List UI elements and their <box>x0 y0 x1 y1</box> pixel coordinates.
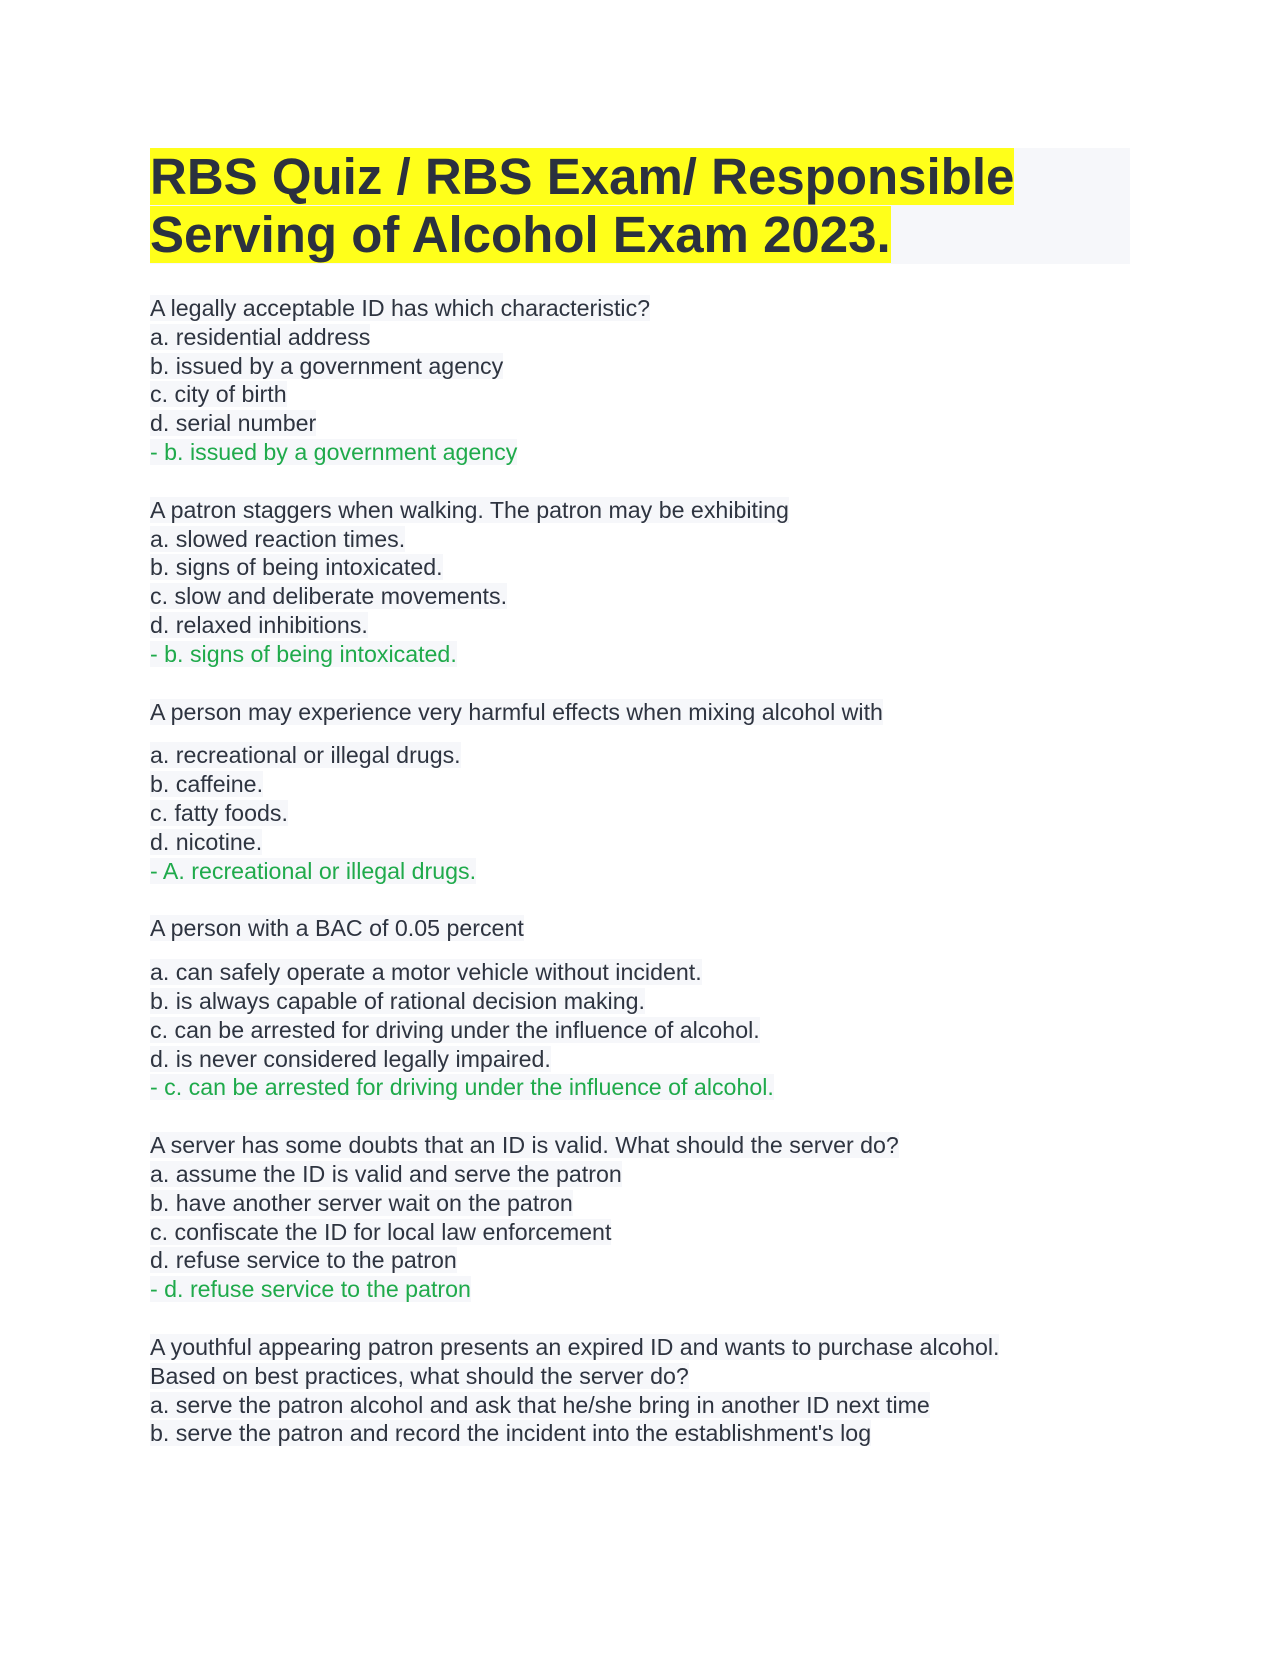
question-text: A patron staggers when walking. The patron may be exhibiting <box>150 496 789 523</box>
question-block-3 <box>150 698 1130 886</box>
option-d: d. is never considered legally impaired. <box>150 1045 551 1072</box>
correct-answer: - b. issued by a government agency <box>150 438 518 465</box>
document-title-text: RBS Quiz / RBS Exam/ Responsible Serving of Alcohol Exam 2023. <box>150 148 1015 263</box>
option-c: c. confiscate the ID for local law enforcement <box>150 1218 612 1245</box>
question-block-5 <box>150 1131 1130 1304</box>
option-a: a. recreational or illegal drugs. <box>150 742 461 769</box>
question-text-line-2: Based on best practices, what should the server do? <box>150 1362 689 1389</box>
question-text-line-1: A youthful appearing patron presents an expired ID and wants to purchase alcohol. <box>150 1333 1000 1360</box>
question-block-2 <box>150 496 1130 669</box>
title-box <box>150 148 1130 264</box>
option-d: d. refuse service to the patron <box>150 1247 457 1274</box>
question-text: A legally acceptable ID has which characteristic? <box>150 295 651 321</box>
document-page <box>150 148 1130 1477</box>
question-text: A server has some doubts that an ID is valid. What should the server do? <box>150 1132 899 1159</box>
option-b: b. caffeine. <box>150 771 264 798</box>
correct-answer: - b. signs of being intoxicated. <box>150 640 457 667</box>
option-d: d. relaxed inhibitions. <box>150 611 368 638</box>
option-b: b. issued by a government agency <box>150 352 504 379</box>
correct-answer: - A. recreational or illegal drugs. <box>150 857 477 884</box>
correct-answer: - d. refuse service to the patron <box>150 1276 471 1303</box>
option-a: a. can safely operate a motor vehicle without incident. <box>150 959 702 986</box>
option-c: c. city of birth <box>150 381 287 408</box>
option-a: a. serve the patron alcohol and ask that he/she bring in another ID next time <box>150 1391 930 1418</box>
question-text: A person may experience very harmful effects when mixing alcohol with <box>150 698 883 725</box>
question-block-1 <box>150 294 1130 467</box>
option-c: c. fatty foods. <box>150 799 288 826</box>
option-c: c. slow and deliberate movements. <box>150 583 508 610</box>
correct-answer: - c. can be arrested for driving under the influence of alcohol. <box>150 1074 774 1101</box>
option-a: a. residential address <box>150 323 371 350</box>
option-b: b. serve the patron and record the incident into the establishment's log <box>150 1420 872 1447</box>
option-b: b. is always capable of rational decision making. <box>150 987 645 1014</box>
question-block-4 <box>150 914 1130 1102</box>
option-b: b. have another server wait on the patron <box>150 1189 573 1216</box>
document-title <box>150 148 1130 264</box>
option-d: d. serial number <box>150 410 317 437</box>
question-block-6 <box>150 1333 1130 1448</box>
option-a: a. assume the ID is valid and serve the patron <box>150 1160 622 1187</box>
option-c: c. can be arrested for driving under the influence of alcohol. <box>150 1016 760 1043</box>
option-d: d. nicotine. <box>150 828 263 855</box>
question-text: A person with a BAC of 0.05 percent <box>150 915 524 942</box>
option-b: b. signs of being intoxicated. <box>150 554 443 581</box>
option-a: a. slowed reaction times. <box>150 525 406 552</box>
